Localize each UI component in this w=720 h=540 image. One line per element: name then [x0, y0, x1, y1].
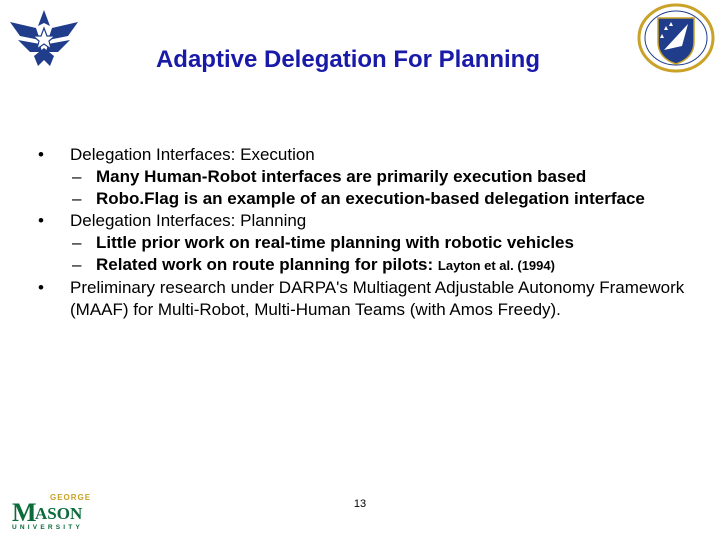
page-number: 13 [353, 498, 367, 510]
slide-title: Adaptive Delegation For Planning [155, 46, 541, 74]
gmu-logo [10, 490, 94, 530]
sub-bullet-item [38, 188, 710, 210]
sub-bullet-text: Robo.Flag is an example of an execution-based delegation interface [96, 189, 645, 208]
bullet-mark: • [38, 211, 44, 230]
gmu-logo-bottom: UNIVERSITY [12, 524, 84, 530]
citation: Layton et al. (1994) [437, 258, 555, 273]
bullet-item [38, 277, 710, 321]
gmu-logo-initial: M [12, 498, 37, 527]
sub-bullet-mark: – [72, 167, 82, 186]
bullet-text: Delegation Interfaces: Planning [70, 211, 307, 230]
bullet-text: Delegation Interfaces: Execution [70, 145, 315, 164]
afrl-seal-logo [636, 2, 716, 74]
bullet-mark: • [38, 278, 44, 297]
sub-bullet-text: Little prior work on real-time planning with robotic vehicles [96, 233, 574, 252]
sub-bullet-mark: – [72, 233, 82, 252]
gmu-logo-name: ASON [35, 504, 83, 523]
sub-bullet-item [38, 254, 710, 277]
bullet-list [38, 144, 710, 321]
gmu-logo-top: GEORGE [50, 493, 92, 502]
bullet-mark: • [38, 145, 44, 164]
sub-bullet-text: Related work on route planning for pilots: [96, 255, 438, 274]
sub-bullet-item [38, 166, 710, 188]
sub-bullet-text: Many Human-Robot interfaces are primarily execution based [96, 167, 587, 186]
bullet-item [38, 210, 710, 232]
sub-bullet-mark: – [72, 255, 82, 274]
sub-bullet-item [38, 232, 710, 254]
bullet-text: Preliminary research under DARPA's Multiagent Adjustable Autonomy Framework (MAAF) for Multi-Robot, Multi-Human Teams (with Amos Freedy). [70, 278, 685, 319]
sub-bullet-mark: – [72, 189, 82, 208]
bullet-item [38, 144, 710, 166]
